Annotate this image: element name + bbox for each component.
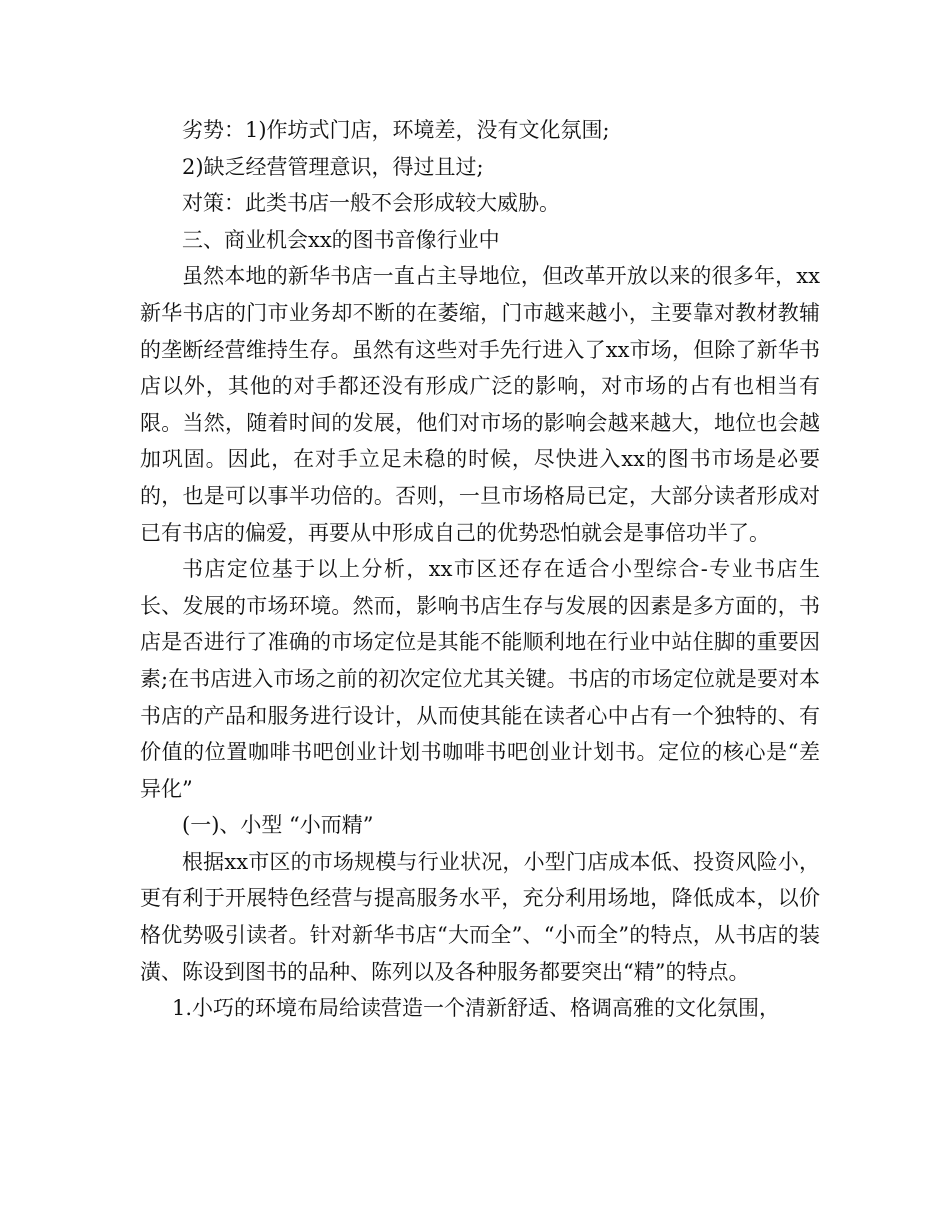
list-item-environment-layout: 1.小巧的环境布局给读营造一个清新舒适、格调高雅的文化氛围， bbox=[172, 996, 781, 1021]
paragraph-market-analysis: 虽然本地的新华书店一直占主导地位，但改革开放以来的很多年，xx新华书店的门市业务却不断的在萎缩，门市越来越小，主要靠对教材教辅的垄断经营维持生存。虽然有这些对手先行进入了xx市场，但除了新华书店以外，其他的对手都还没有形成广泛的影响，对市场的占有也相当有限。当然，随着时间的发展，他们对市场的影响会越来越大，地位也会越加巩固。因此，在对手立足未稳的时候，尽快进入xx的图书市场是必要的，也是可以事半功倍的。否则，一旦市场格局已定，大部分读者形成对已有书店的偏爱，再要从中形成自己的优势恐怕就会是事倍功半了。 bbox=[140, 264, 820, 545]
paragraph-countermeasure: 对策：此类书店一般不会形成较大威胁。 bbox=[182, 191, 560, 216]
paragraph-small-store-advantages: 根据xx市区的市场规模与行业状况，小型门店成本低、投资风险小，更有利于开展特色经营与提高服务水平，充分利用场地，降低成本，以价格优势吸引读者。针对新华书店“大而全”、“小而全”的特点，从书店的装潢、陈设到图书的品种、陈列以及各种服务都要突出“精”的特点。 bbox=[140, 849, 820, 984]
paragraph-store-positioning: 书店定位基于以上分析，xx市区还存在适合小型综合-专业书店生长、发展的市场环境。然而，影响书店生存与发展的因素是多方面的，书店是否进行了准确的市场定位是其能不能顺利地在行业中站住脚的重要因素;在书店进入市场之前的初次定位尤其关键。书店的市场定位就是要对本书店的产品和服务进行设计，从而使其能在读者心中占有一个独特的、有价值的位置咖啡书吧创业计划书咖啡书吧创业计划书。定位的核心是“差异化” bbox=[140, 557, 820, 801]
subheading-small-and-refined: (一)、小型 “小而精” bbox=[182, 813, 374, 838]
section-heading-business-opportunity: 三、商业机会xx的图书音像行业中 bbox=[182, 227, 500, 252]
paragraph-weakness-2: 2)缺乏经营管理意识，得过且过; bbox=[182, 154, 484, 179]
document-body bbox=[140, 112, 820, 1027]
paragraph-weakness: 劣势：1)作坊式门店，环境差，没有文化氛围; bbox=[182, 118, 610, 142]
